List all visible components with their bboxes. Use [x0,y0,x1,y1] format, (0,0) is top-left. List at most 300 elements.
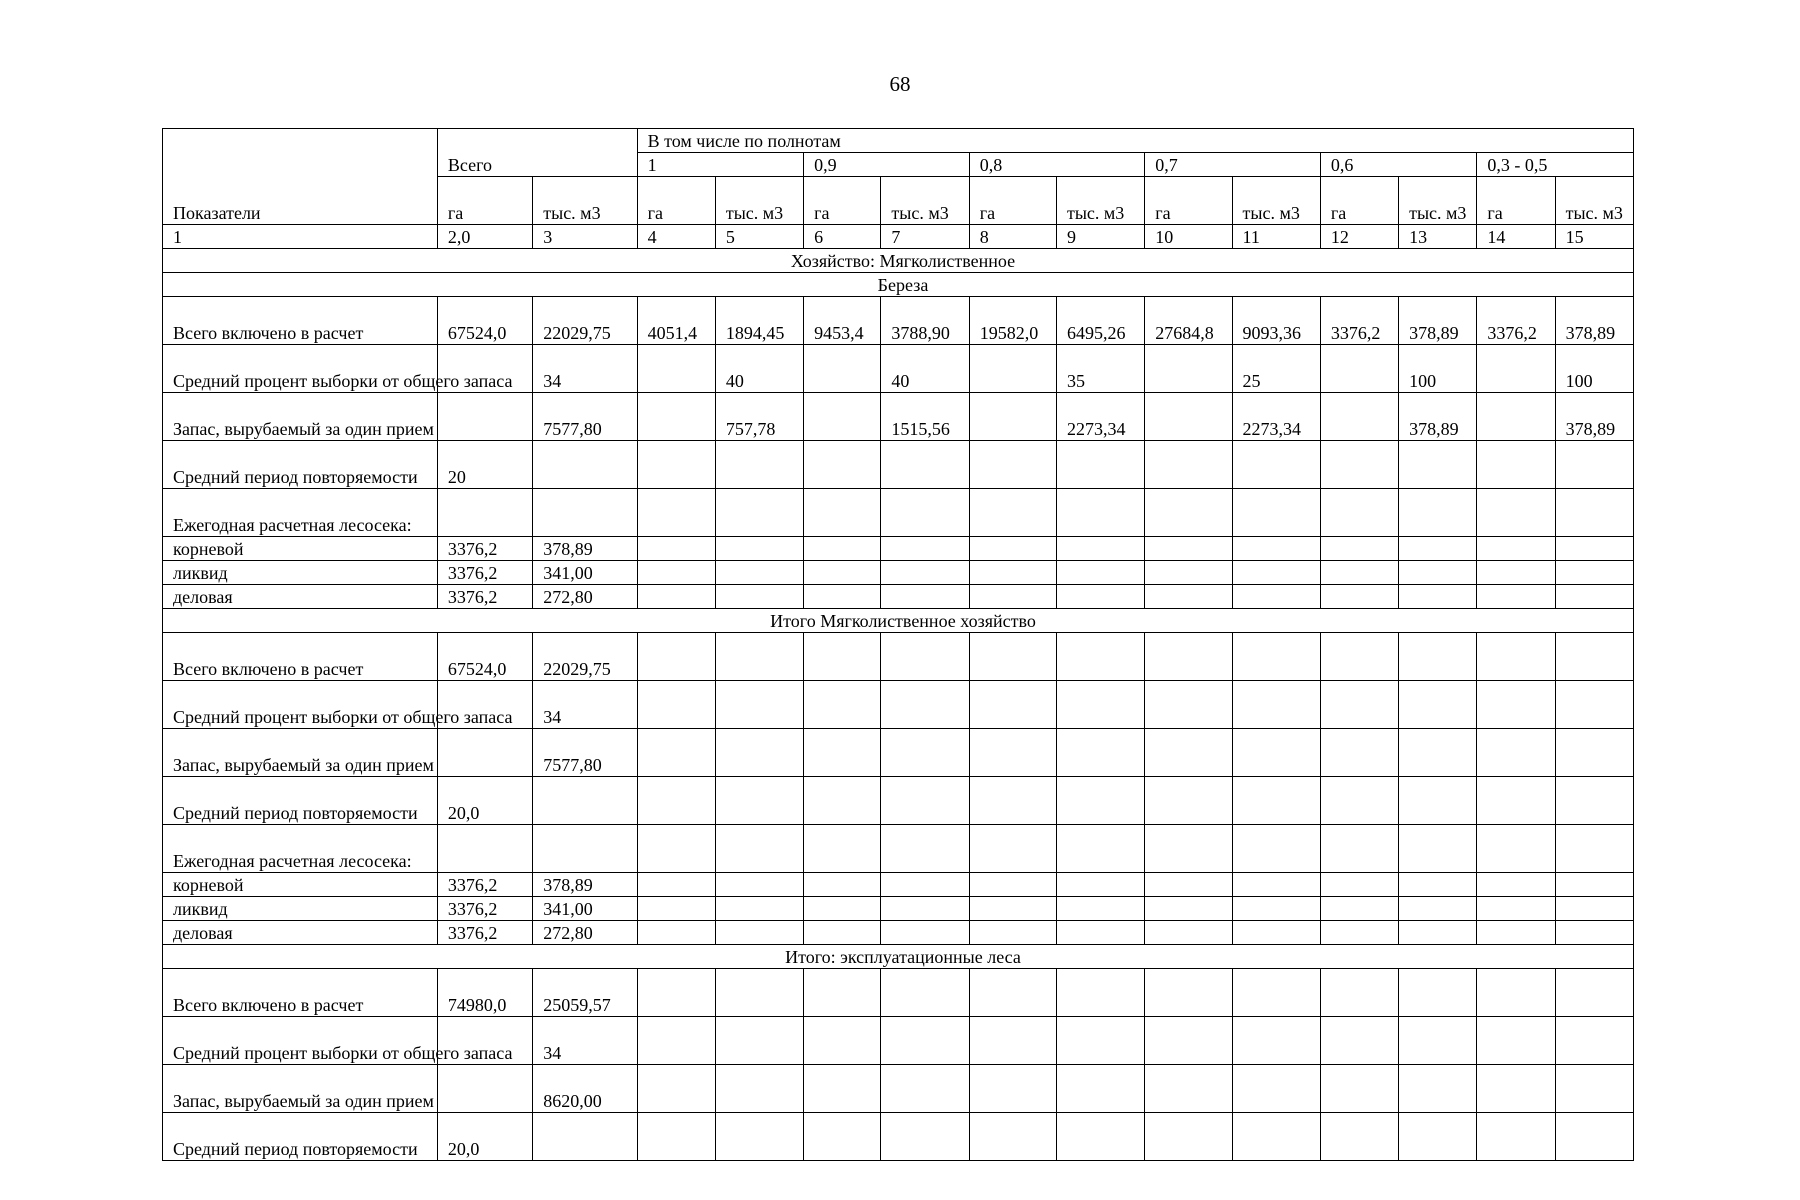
row-label: корневой [163,537,438,561]
table-row [163,1113,1634,1161]
value-cell [1555,633,1633,681]
value-cell [637,825,715,873]
value-cell [1232,825,1320,873]
section-title-row [163,945,1634,969]
value-cell [1477,441,1555,489]
value-cell [715,1017,803,1065]
value-cell [533,1113,637,1161]
value-cell [637,969,715,1017]
value-cell [804,489,881,537]
unit-thous-m3: тыс. м3 [1056,177,1144,225]
unit-ha: га [637,177,715,225]
value-cell [804,681,881,729]
value-cell [1320,441,1398,489]
row-label: Средний период повторяемости [163,441,438,489]
value-cell [1320,729,1398,777]
value-cell: 378,89 [1555,297,1633,345]
value-cell [1056,633,1144,681]
value-cell [1477,633,1555,681]
value-cell [1320,825,1398,873]
value-cell [1056,441,1144,489]
row-label: Ежегодная расчетная лесосека: [163,489,438,537]
value-cell [1477,1017,1555,1065]
value-cell [1232,681,1320,729]
value-cell [637,873,715,897]
value-cell [1056,897,1144,921]
value-cell [1477,393,1555,441]
value-cell [804,897,881,921]
value-cell [969,633,1056,681]
column-number-cell: 5 [715,225,803,249]
row-label: Средний процент выборки от общего запаса [163,1017,438,1065]
value-cell [1555,1017,1633,1065]
value-cell [881,441,969,489]
value-cell [881,1113,969,1161]
value-cell [1232,537,1320,561]
value-cell: 3376,2 [1477,297,1555,345]
value-cell [1145,729,1232,777]
column-number-cell: 9 [1056,225,1144,249]
value-cell [715,441,803,489]
value-cell [1399,537,1477,561]
value-cell [881,681,969,729]
table-row [163,921,1634,945]
value-cell [969,681,1056,729]
value-cell [1555,441,1633,489]
value-cell [1399,777,1477,825]
value-cell: 35 [1056,345,1144,393]
value-cell [881,1017,969,1065]
value-cell [969,1017,1056,1065]
value-cell [1399,1017,1477,1065]
value-cell [1145,489,1232,537]
value-cell [1145,585,1232,609]
header-density-1: 1 [637,153,804,177]
value-cell [969,441,1056,489]
value-cell: 3376,2 [437,585,532,609]
value-cell: 272,80 [533,921,637,945]
value-cell [804,393,881,441]
value-cell [637,537,715,561]
value-cell [1555,1113,1633,1161]
table-row [163,681,1634,729]
value-cell [1056,1113,1144,1161]
table-row [163,537,1634,561]
table-row [163,1017,1634,1065]
value-cell: 34 [533,1017,637,1065]
value-cell [1232,489,1320,537]
value-cell [881,825,969,873]
row-label: деловая [163,921,438,945]
value-cell [881,873,969,897]
value-cell [637,1017,715,1065]
value-cell [881,489,969,537]
column-number-cell: 8 [969,225,1056,249]
value-cell [1399,873,1477,897]
value-cell [1320,921,1398,945]
value-cell [1555,561,1633,585]
value-cell [1056,561,1144,585]
value-cell: 9453,4 [804,297,881,345]
value-cell [969,921,1056,945]
value-cell [1056,585,1144,609]
section-title-row [163,273,1634,297]
value-cell [881,897,969,921]
column-number-cell: 4 [637,225,715,249]
value-cell [1056,681,1144,729]
section-title: Итого: эксплуатационные леса [163,945,1634,969]
value-cell: 8620,00 [533,1065,637,1113]
value-cell: 341,00 [533,897,637,921]
row-label: деловая [163,585,438,609]
value-cell [1232,729,1320,777]
value-cell: 3376,2 [1320,297,1398,345]
row-label: Запас, вырубаемый за один прием [163,393,438,441]
value-cell: 25 [1232,345,1320,393]
value-cell [637,561,715,585]
value-cell: 378,89 [1399,393,1477,441]
value-cell [1145,969,1232,1017]
value-cell [637,393,715,441]
value-cell: 378,89 [533,537,637,561]
value-cell [1555,825,1633,873]
value-cell: 378,89 [1555,393,1633,441]
value-cell: 9093,36 [1232,297,1320,345]
value-cell [715,897,803,921]
value-cell [1232,969,1320,1017]
value-cell [804,729,881,777]
value-cell [969,777,1056,825]
value-cell [1232,897,1320,921]
unit-ha: га [969,177,1056,225]
value-cell [881,537,969,561]
table-row [163,1065,1634,1113]
header-density-0-9: 0,9 [804,153,970,177]
value-cell [1555,729,1633,777]
value-cell [1232,777,1320,825]
value-cell [1320,681,1398,729]
value-cell [804,873,881,897]
value-cell [533,777,637,825]
row-label: Средний процент выборки от общего запаса [163,345,438,393]
value-cell [1320,1113,1398,1161]
value-cell [1399,897,1477,921]
value-cell [1399,489,1477,537]
value-cell [1320,633,1398,681]
value-cell [881,633,969,681]
section-title-row [163,609,1634,633]
value-cell: 341,00 [533,561,637,585]
column-number-cell: 12 [1320,225,1398,249]
value-cell: 34 [533,681,637,729]
table-body [163,129,1634,1161]
value-cell [1477,825,1555,873]
value-cell [1477,681,1555,729]
value-cell [804,537,881,561]
row-label: Ежегодная расчетная лесосека: [163,825,438,873]
value-cell [804,633,881,681]
value-cell [881,777,969,825]
value-cell [804,969,881,1017]
value-cell [1399,633,1477,681]
value-cell [1555,897,1633,921]
value-cell [1399,921,1477,945]
value-cell [969,969,1056,1017]
value-cell [637,777,715,825]
table-row [163,897,1634,921]
table-row [163,633,1634,681]
value-cell [881,969,969,1017]
value-cell [1145,393,1232,441]
value-cell [1145,873,1232,897]
table-row [163,585,1634,609]
value-cell: 3376,2 [437,873,532,897]
value-cell: 20,0 [437,1113,532,1161]
value-cell: 4051,4 [637,297,715,345]
value-cell [1477,1065,1555,1113]
value-cell [1056,825,1144,873]
value-cell: 3376,2 [437,897,532,921]
column-number-cell: 2,0 [437,225,532,249]
value-cell: 74980,0 [437,969,532,1017]
header-density-0-8: 0,8 [969,153,1145,177]
value-cell: 757,78 [715,393,803,441]
header-density-0-7: 0,7 [1145,153,1321,177]
value-cell [637,441,715,489]
table-row [163,873,1634,897]
unit-thous-m3: тыс. м3 [715,177,803,225]
value-cell [1320,873,1398,897]
value-cell [1555,921,1633,945]
table-row [163,561,1634,585]
column-number-cell: 13 [1399,225,1477,249]
value-cell [1477,873,1555,897]
value-cell [715,873,803,897]
value-cell [715,633,803,681]
value-cell [1232,1065,1320,1113]
value-cell [533,441,637,489]
header-density-0-6: 0,6 [1320,153,1477,177]
value-cell [969,729,1056,777]
value-cell [715,585,803,609]
value-cell [1145,537,1232,561]
section-title: Итого Мягколиственное хозяйство [163,609,1634,633]
value-cell [1555,537,1633,561]
value-cell [1056,537,1144,561]
value-cell [804,777,881,825]
value-cell [1056,1017,1144,1065]
table-row [163,345,1634,393]
value-cell [969,897,1056,921]
value-cell [1320,393,1398,441]
value-cell: 20 [437,441,532,489]
header-by-density: В том числе по полнотам [637,129,1633,153]
value-cell: 25059,57 [533,969,637,1017]
value-cell: 100 [1555,345,1633,393]
value-cell [637,897,715,921]
value-cell [1399,585,1477,609]
value-cell: 67524,0 [437,297,532,345]
value-cell: 7577,80 [533,393,637,441]
value-cell [1320,1017,1398,1065]
value-cell [1399,561,1477,585]
value-cell [804,561,881,585]
value-cell: 378,89 [1399,297,1477,345]
value-cell [1056,777,1144,825]
value-cell [1399,729,1477,777]
value-cell [715,1113,803,1161]
value-cell [1232,1017,1320,1065]
value-cell [969,585,1056,609]
value-cell [1056,1065,1144,1113]
value-cell [1145,1113,1232,1161]
unit-ha: га [1477,177,1555,225]
value-cell [637,585,715,609]
value-cell [715,825,803,873]
column-number-cell: 14 [1477,225,1555,249]
value-cell [437,825,532,873]
unit-ha: га [1320,177,1398,225]
table-row [163,441,1634,489]
value-cell [1232,561,1320,585]
row-label: Средний период повторяемости [163,777,438,825]
column-number-cell: 3 [533,225,637,249]
value-cell [804,441,881,489]
value-cell [1555,969,1633,1017]
header-row-1 [163,129,1634,153]
value-cell [1145,897,1232,921]
value-cell: 34 [533,345,637,393]
value-cell: 3376,2 [437,921,532,945]
table-row [163,969,1634,1017]
row-label: Всего включено в расчет [163,633,438,681]
value-cell [804,345,881,393]
value-cell [969,873,1056,897]
unit-thous-m3: тыс. м3 [881,177,969,225]
value-cell [715,729,803,777]
unit-ha: га [437,177,532,225]
value-cell [804,825,881,873]
value-cell [1477,489,1555,537]
header-indicators: Показатели [163,129,438,225]
value-cell [1477,729,1555,777]
value-cell: 100 [1399,345,1477,393]
value-cell [1477,897,1555,921]
value-cell [1399,969,1477,1017]
value-cell [1320,969,1398,1017]
value-cell: 2273,34 [1232,393,1320,441]
value-cell [1320,1065,1398,1113]
value-cell: 378,89 [533,873,637,897]
row-label: ликвид [163,561,438,585]
value-cell: 1515,56 [881,393,969,441]
value-cell [715,777,803,825]
value-cell [1145,441,1232,489]
column-number-cell: 7 [881,225,969,249]
value-cell [1555,777,1633,825]
unit-ha: га [1145,177,1232,225]
value-cell: 272,80 [533,585,637,609]
section-title: Хозяйство: Мягколиственное [163,249,1634,273]
value-cell [637,921,715,945]
value-cell [1399,1065,1477,1113]
value-cell [881,921,969,945]
value-cell [637,489,715,537]
value-cell [715,1065,803,1113]
value-cell [1145,921,1232,945]
value-cell [1477,345,1555,393]
value-cell [1232,921,1320,945]
value-cell [1232,633,1320,681]
value-cell [969,537,1056,561]
value-cell [1477,969,1555,1017]
row-label: Всего включено в расчет [163,297,438,345]
row-label: Запас, вырубаемый за один прием [163,1065,438,1113]
value-cell: 1894,45 [715,297,803,345]
value-cell [1320,561,1398,585]
value-cell [1399,1113,1477,1161]
value-cell [1320,585,1398,609]
allowable-cut-table [162,128,1634,1161]
value-cell [715,969,803,1017]
value-cell [637,633,715,681]
value-cell [1320,345,1398,393]
value-cell: 22029,75 [533,633,637,681]
value-cell [1555,489,1633,537]
value-cell [969,489,1056,537]
value-cell [1145,561,1232,585]
value-cell [1232,441,1320,489]
value-cell [1477,921,1555,945]
value-cell: 3788,90 [881,297,969,345]
table-row [163,489,1634,537]
value-cell [715,489,803,537]
value-cell [1145,777,1232,825]
value-cell [1555,1065,1633,1113]
value-cell [1056,729,1144,777]
value-cell [969,393,1056,441]
value-cell [1145,1017,1232,1065]
value-cell: 2273,34 [1056,393,1144,441]
value-cell [881,1065,969,1113]
value-cell [715,681,803,729]
column-number-cell: 15 [1555,225,1633,249]
row-label: ликвид [163,897,438,921]
value-cell [1320,537,1398,561]
header-density-0-3-0-5: 0,3 - 0,5 [1477,153,1634,177]
value-cell [1145,825,1232,873]
value-cell [1555,681,1633,729]
table-row [163,729,1634,777]
value-cell [804,585,881,609]
unit-thous-m3: тыс. м3 [533,177,637,225]
unit-thous-m3: тыс. м3 [1555,177,1633,225]
value-cell [533,489,637,537]
column-number-cell: 6 [804,225,881,249]
row-label: Средний период повторяемости [163,1113,438,1161]
column-number-cell: 11 [1232,225,1320,249]
unit-thous-m3: тыс. м3 [1232,177,1320,225]
value-cell [637,1065,715,1113]
value-cell [1145,345,1232,393]
value-cell [804,1113,881,1161]
value-cell: 40 [881,345,969,393]
value-cell [1477,561,1555,585]
value-cell [804,1017,881,1065]
value-cell [969,1065,1056,1113]
value-cell [1145,1065,1232,1113]
value-cell [1056,969,1144,1017]
